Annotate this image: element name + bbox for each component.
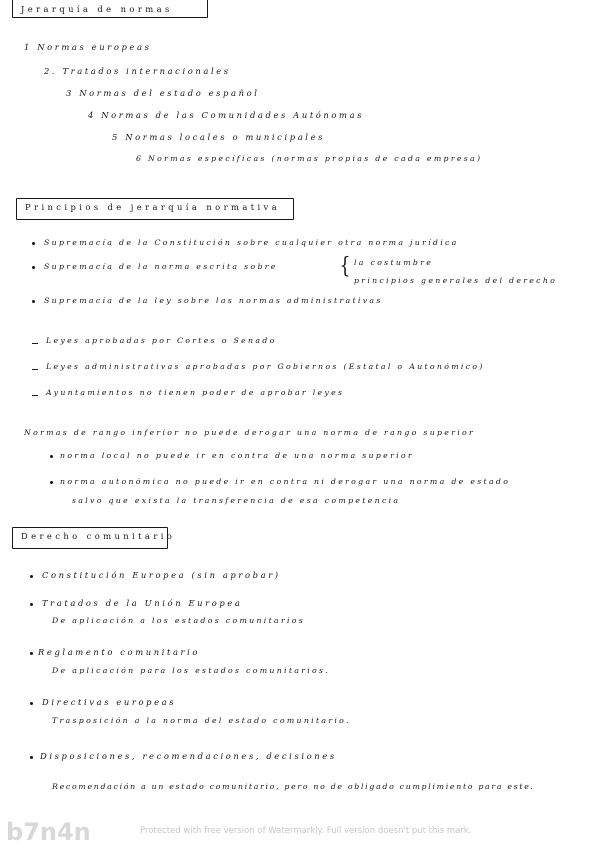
bullet-dot [30,652,33,655]
watermark-notice: Protected with free version of Watermarkly. Full version doesn't put this mark. [140,826,472,836]
derecho-item-3-head: Reglamento comunitario [38,647,201,657]
sub-bullet-1: norma local no puede ir en contra de una norma superior [60,451,414,460]
hierarchy-text: Normas específicas (normas propias de cada empresa) [148,154,483,163]
principio-item-3: Supremacía de la ley sobre las normas administrativas [44,296,383,305]
hierarchy-item-5 [112,132,325,142]
hierarchy-text: Normas del estado español [79,88,260,98]
hierarchy-num: 5 [112,132,120,142]
hierarchy-num: 4 [88,110,96,120]
derecho-item-5-sub: Recomendación a un estado comunitario, pero no de obligado cumplimiento para este. [52,782,535,791]
hierarchy-text: Normas europeas [37,42,152,52]
principio-item-1: Supremacía de la Constitución sobre cualquier otra norma jurídica [44,238,459,247]
derecho-item-1-head: Constitución Europea (sin aprobar) [42,570,281,580]
bullet-dot [30,702,33,705]
hierarchy-item-1 [24,42,151,52]
derecho-item-4-head: Directivas europeas [42,697,177,707]
sub-bullet-3: salvo que exista la transferencia de esa competencia [72,496,401,505]
principios-title: Principios de jerarquía normativa [25,202,281,212]
hierarchy-text: Normas locales o municipales [125,132,326,142]
hierarchy-item-2 [44,66,231,76]
bullet-dot [50,455,53,458]
title-text: Jerarquía de normas [21,4,173,14]
dash-item-1: Leyes aprobadas por Cortes o Senado [46,336,277,345]
hierarchy-item-4 [88,110,364,120]
sub-bullet-2: norma autonómica no puede ir en contra ni derogar una norma de estado [60,477,511,486]
dash-item-3: Ayuntamientos no tienen poder de aprobar leyes [46,388,345,397]
hierarchy-text: Tratados internacionales [62,66,231,76]
hierarchy-num: 6 [136,154,144,163]
brace-line-2: principios generales del derecho [354,276,558,285]
derecho-title: Derecho comunitario [21,531,176,541]
derecho-item-5-head: Disposiciones, recomendaciones, decisiones [40,751,337,761]
bullet-dot [32,242,35,245]
hierarchy-num: 2. [44,66,58,76]
bullet-dot [30,603,33,606]
derecho-item-2-head: Tratados de la Unión Europea [42,598,243,608]
principios-box [16,198,294,220]
hierarchy-num: 3 [66,88,74,98]
derecho-item-3-sub: De aplicación para los estados comunitarios. [52,666,331,675]
derecho-item-2-sub: De aplicación a los estados comunitarios [52,616,306,625]
derecho-item-4-sub: Trasposición a la norma del estado comunitario. [52,716,351,725]
hierarchy-text: Normas de las Comunidades Autónomas [101,110,365,120]
bullet-dot [50,481,53,484]
dash-mark [32,395,38,396]
brace-line-1: la costumbre [354,258,434,267]
brace-glyph: { [339,254,351,279]
principio-item-2: Supremacía de la norma escrita sobre [44,262,278,271]
hierarchy-item-6 [136,154,482,163]
dash-item-2: Leyes administrativas aprobadas por Gobiernos (Estatal o Autonómico) [46,362,485,371]
derecho-box [12,527,176,549]
bullet-dot [32,266,35,269]
dash-mark [32,369,38,370]
hierarchy-item-3 [66,88,260,98]
watermark-logo: b7n4n [6,818,91,846]
title-box [12,0,208,18]
hierarchy-num: 1 [24,42,32,52]
bullet-dot [30,756,33,759]
dash-mark [32,343,38,344]
bullet-dot [32,300,35,303]
rule-text: Normas de rango inferior no puede derogar una norma de rango superior [24,428,476,437]
bullet-dot [30,575,33,578]
